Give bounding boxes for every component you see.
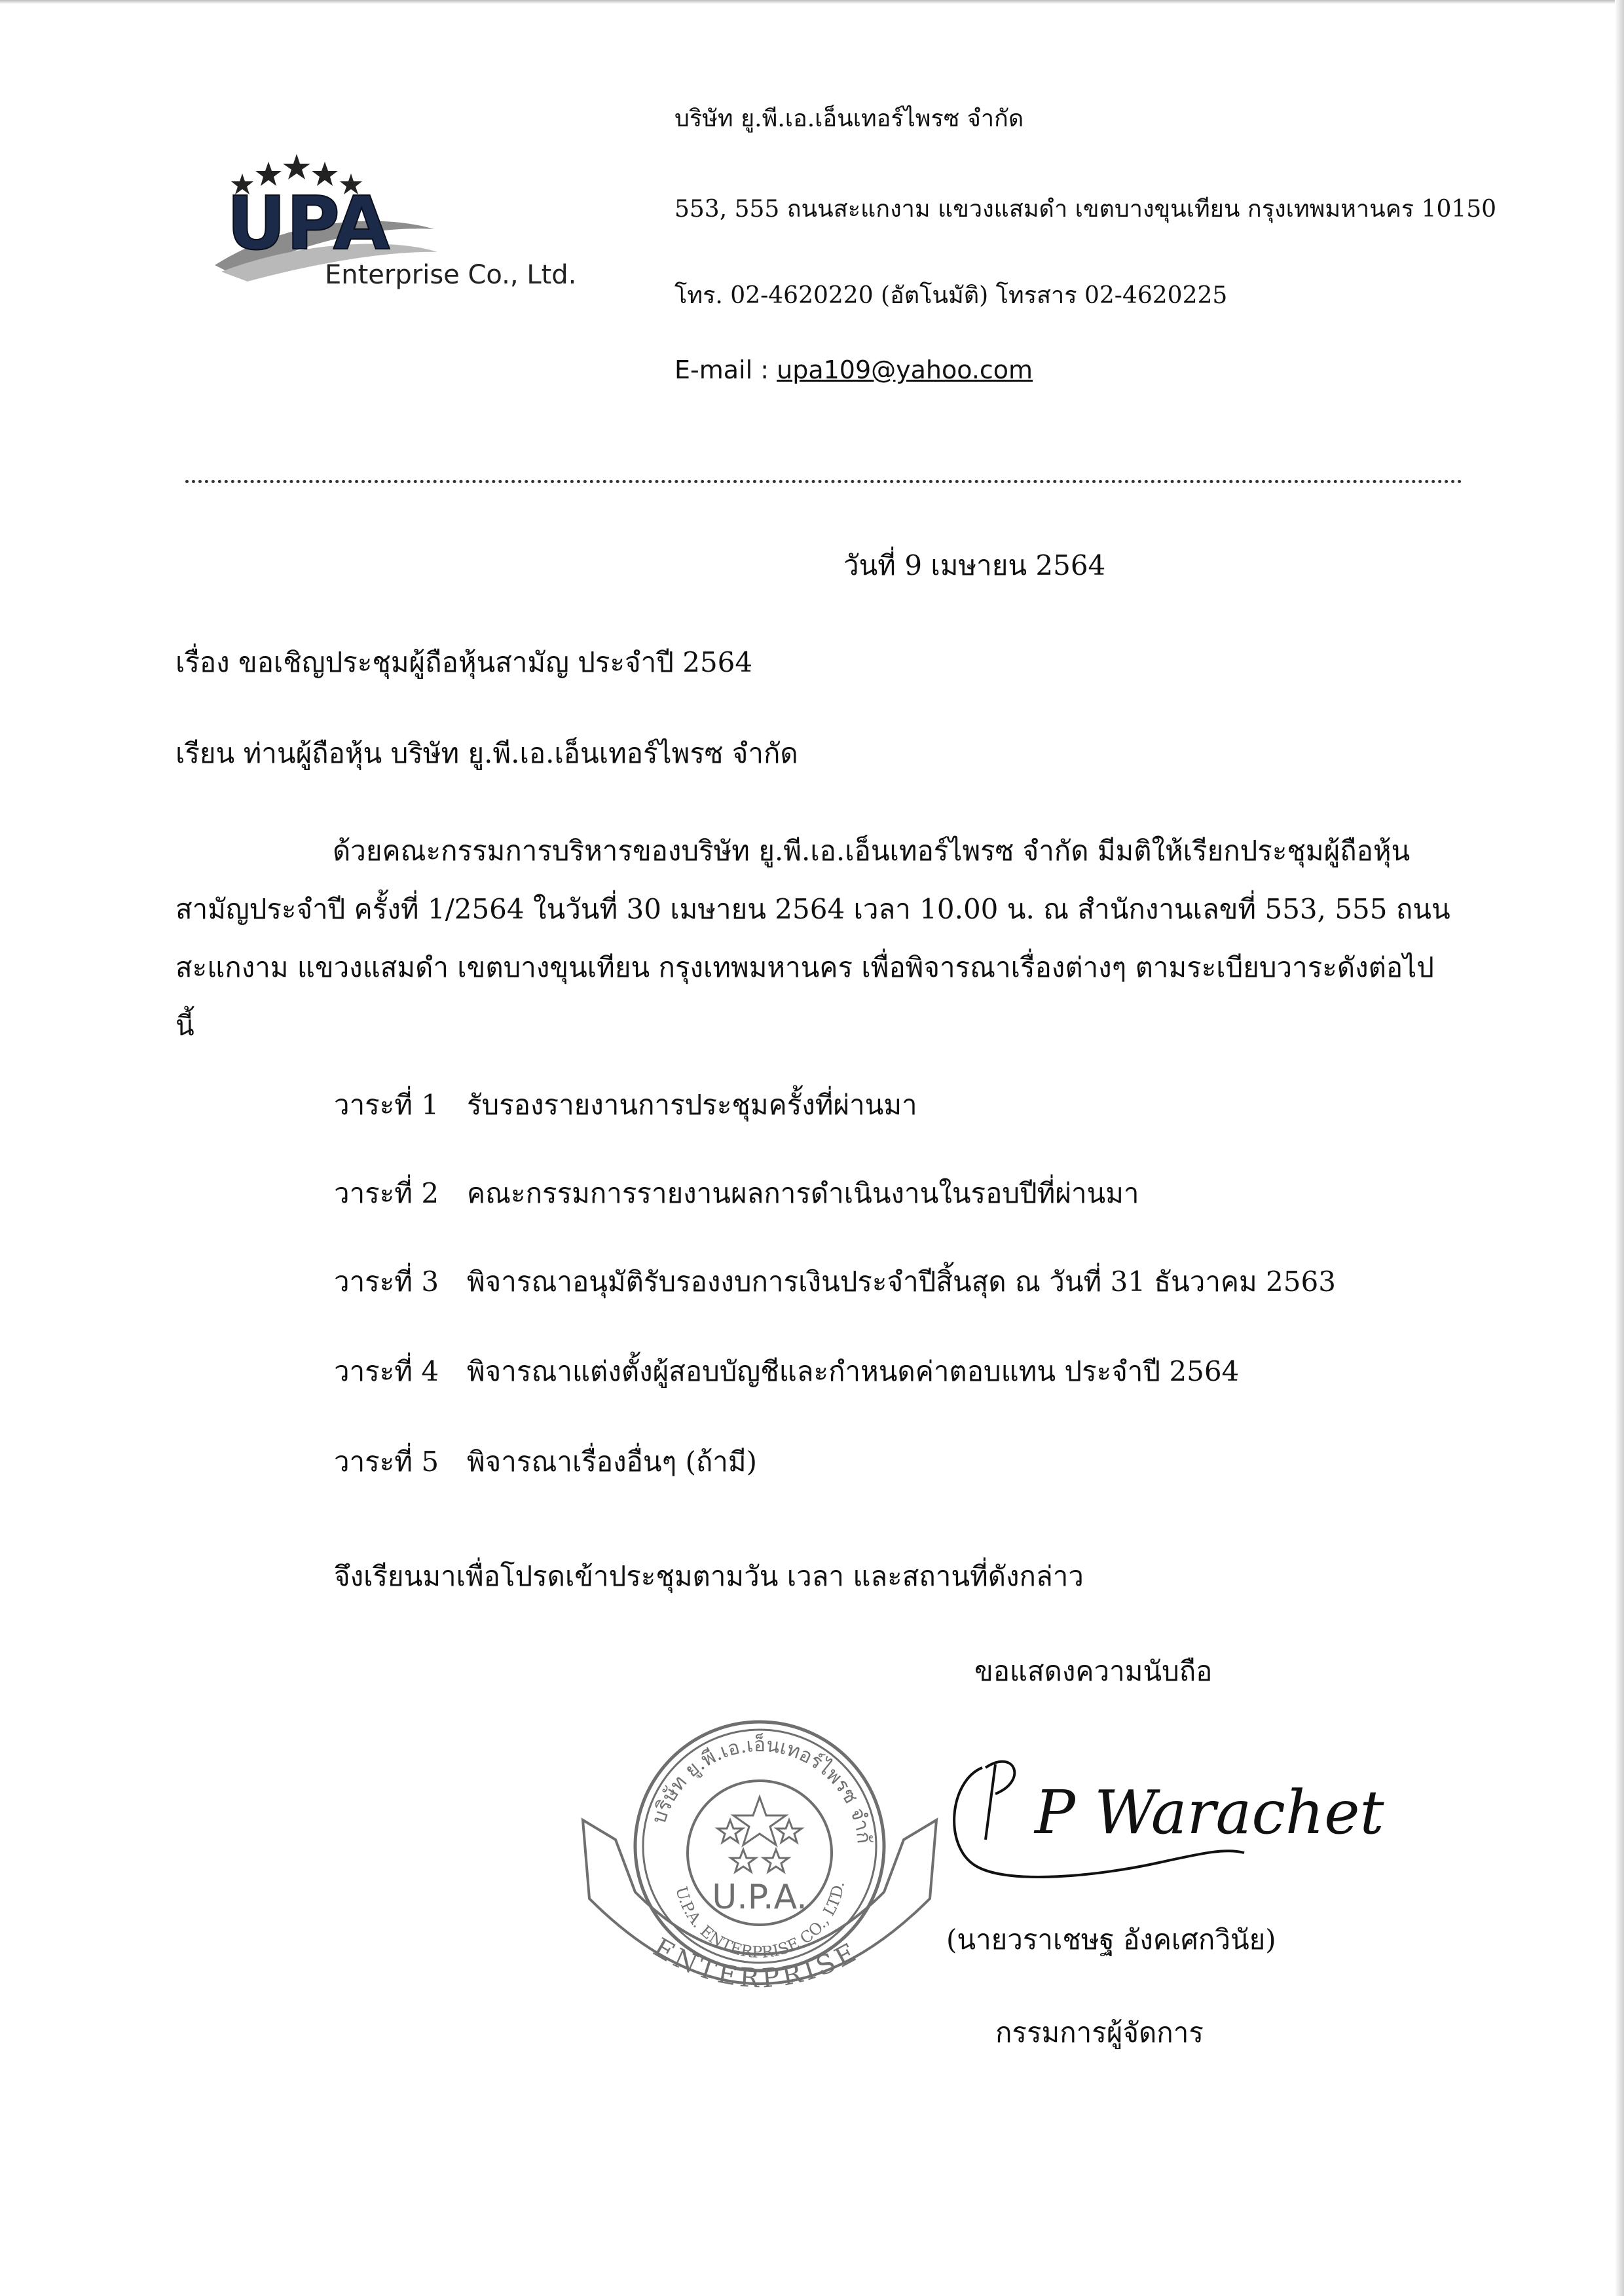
- signature: [936, 1728, 1384, 1905]
- seal-banner-text: ENTERPRISE: [648, 1932, 865, 1994]
- signature-script: P Warachet: [1035, 1777, 1384, 1848]
- agenda-text: รับรองรายงานการประชุมครั้งที่ผ่านมา: [467, 1089, 917, 1121]
- agenda-number: วาระที่ 2: [334, 1177, 439, 1209]
- email-line: [674, 355, 1033, 384]
- agenda-text: คณะกรรมการรายงานผลการดำเนินงานในรอบปีที่ผ่านมา: [467, 1177, 1139, 1209]
- signature-stroke-3: [986, 1762, 1014, 1794]
- company-seal: [563, 1676, 950, 2030]
- letter-subject: เรื่อง ขอเชิญประชุมผู้ถือหุ้นสามัญ ประจำปี 2564: [175, 646, 753, 678]
- letter-body: ด้วยคณะกรรมการบริหารของบริษัท ยู.พี.เอ.เอ็นเทอร์ไพรซ จำกัด มีมติให้เรียกประชุมผู้ถือหุ้นสามัญประจำปี ครั้งที่ 1/2564 ในวันที่ 30 เมษายน 2564 เวลา 10.00 น. ณ สำนักงานเลขที่ 553, 555 ถนนสะแกงาม แขวงแสมดำ เขตบางขุนเทียน กรุงเทพมหานคร เพื่อพิจารณาเรื่องต่างๆ ตามระเบียบวาระดังต่อไปนี้: [175, 835, 1450, 1042]
- email-label: E-mail :: [674, 355, 769, 384]
- seal-top-text: บริษัท ยู.พี.เอ.เอ็นเทอร์ไพรซ จำกั: [647, 1733, 876, 1845]
- letter-regards: ขอแสดงความนับถือ: [974, 1655, 1213, 1687]
- agenda-number: วาระที่ 3: [334, 1266, 439, 1298]
- scan-edge-shadow: [1615, 0, 1624, 2296]
- seal-ring-text: U.P.A. ENTERPRISE CO., LTD.: [672, 1880, 849, 1962]
- signature-graphic: [936, 1728, 1384, 1905]
- agenda-text: พิจารณาแต่งตั้งผู้สอบบัญชีและกำหนดค่าตอบแทน ประจำปี 2564: [467, 1355, 1240, 1387]
- seal-center-text: U.P.A.: [712, 1878, 807, 1917]
- company-phone: โทร. 02-4620220 (อัตโนมัติ) โทรสาร 02-4620225: [674, 282, 1228, 309]
- company-logo: [208, 141, 627, 298]
- header-divider: [185, 480, 1462, 483]
- logo-letters: UPA: [227, 181, 390, 266]
- seal-stars-icon: [718, 1797, 802, 1872]
- signer-name: (นายวราเชษฐ อังคเศกวินัย): [946, 1923, 1276, 1956]
- agenda-number: วาระที่ 4: [334, 1355, 439, 1387]
- signature-stroke-2: [986, 1764, 995, 1840]
- seal-graphic: [563, 1676, 950, 2030]
- agenda-number: วาระที่ 5: [334, 1446, 439, 1478]
- agenda-text: พิจารณาอนุมัติรับรองงบการเงินประจำปีสิ้นสุด ณ วันที่ 31 ธันวาคม 2563: [467, 1266, 1336, 1298]
- scan-top-shadow: [0, 0, 1624, 4]
- letter-recipient: เรียน ท่านผู้ถือหุ้น บริษัท ยู.พี.เอ.เอ็นเทอร์ไพรซ จำกัด: [175, 737, 798, 769]
- agenda-text: พิจารณาเรื่องอื่นๆ (ถ้ามี): [467, 1446, 757, 1478]
- company-address: 553, 555 ถนนสะแกงาม แขวงแสมดำ เขตบางขุนเทียน กรุงเทพมหานคร 10150: [674, 196, 1497, 223]
- company-name: บริษัท ยู.พี.เอ.เอ็นเทอร์ไพรซ จำกัด: [674, 105, 1024, 132]
- seal-outer-ring: [635, 1722, 884, 1971]
- letter-date: วันที่ 9 เมษายน 2564: [843, 549, 1106, 581]
- logo-graphic: [208, 141, 627, 298]
- agenda-number: วาระที่ 1: [334, 1089, 439, 1121]
- email-link[interactable]: upa109@yahoo.com: [777, 355, 1033, 384]
- signer-title: กรรมการผู้จัดการ: [995, 2016, 1204, 2049]
- letter-closing: จึงเรียนมาเพื่อโปรดเข้าประชุมตามวัน เวลา และสถานที่ดังกล่าว: [334, 1560, 1084, 1592]
- logo-tagline: Enterprise Co., Ltd.: [325, 260, 577, 290]
